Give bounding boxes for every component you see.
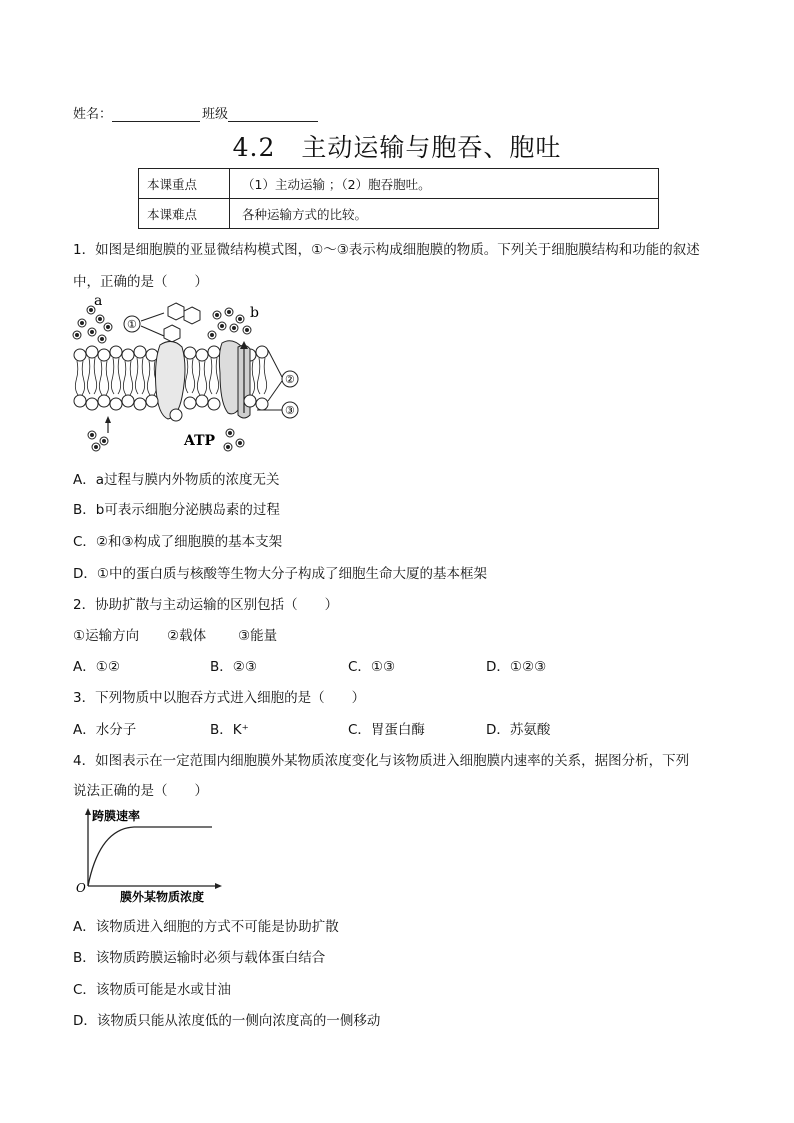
label-3: ③: [285, 404, 295, 417]
class-label: 班级: [202, 107, 229, 122]
name-class-line: [73, 103, 320, 122]
page-title: 4.2 主动运输与胞吞、胞吐: [232, 133, 562, 162]
name-label: 姓名：: [73, 107, 113, 122]
q1-stem-line2: 中，正确的是（ ）: [73, 274, 208, 290]
q3-option-c[interactable]: C．胃蛋白酶: [348, 722, 425, 738]
graph-ylabel: 跨膜速率: [92, 809, 141, 823]
q1-option-b[interactable]: B．b可表示细胞分泌胰岛素的过程: [73, 502, 280, 518]
q2-stem: 2．协助扩散与主动运输的区别包括（ ）: [73, 597, 339, 613]
table-value: （1）主动运输 ；（2）胞吞胞吐。: [230, 169, 659, 199]
graph-origin: O: [76, 881, 86, 895]
q2-item-2: ②载体: [167, 628, 207, 644]
q4-stem-line2: 说法正确的是（ ）: [73, 783, 208, 799]
label-a: a: [94, 295, 103, 309]
name-blank[interactable]: [112, 107, 200, 122]
q4-option-c[interactable]: C．该物质可能是水或甘油: [73, 982, 231, 998]
q4-option-d[interactable]: D．该物质只能从浓度低的一侧向浓度高的一侧移动: [73, 1013, 381, 1029]
q1-option-a[interactable]: A．a过程与膜内外物质的浓度无关: [73, 472, 280, 488]
q3-option-a[interactable]: A．水分子: [73, 722, 137, 738]
q4-option-b[interactable]: B．该物质跨膜运输时必须与载体蛋白结合: [73, 950, 326, 966]
q1-option-c[interactable]: C．②和③构成了细胞膜的基本支架: [73, 534, 283, 550]
q2-option-a[interactable]: A．①②: [73, 659, 120, 675]
graph-xlabel: 膜外某物质浓度: [120, 890, 205, 904]
q2-option-c[interactable]: C．①③: [348, 659, 396, 675]
label-2: ②: [285, 373, 295, 386]
graph-curve: [88, 827, 212, 886]
cell-membrane-figure: [72, 295, 302, 457]
label-1: ①: [127, 318, 137, 331]
q3-option-d[interactable]: D．苏氨酸: [486, 722, 551, 738]
q3-option-b[interactable]: B．K⁺: [210, 722, 249, 738]
q4-stem-line1: 4．如图表示在一定范围内细胞膜外某物质浓度变化与该物质进入细胞膜内速率的关系，据图分析，下列: [73, 753, 690, 769]
q1-stem-line1: 1．如图是细胞膜的亚显微结构模式图，①～③表示构成细胞膜的物质。下列关于细胞膜结构和功能的叙述: [73, 242, 700, 258]
label-b: b: [250, 305, 259, 321]
q1-option-d[interactable]: D．①中的蛋白质与核酸等生物大分子构成了细胞生命大厦的基本框架: [73, 566, 487, 582]
q2-item-1: ①运输方向: [73, 628, 140, 644]
table-row: [139, 169, 659, 199]
q4-option-a[interactable]: A．该物质进入细胞的方式不可能是协助扩散: [73, 919, 339, 935]
table-key: 本课难点: [139, 199, 230, 229]
class-blank[interactable]: [228, 107, 318, 122]
q2-option-d[interactable]: D．①②③: [486, 659, 547, 675]
substance-b-particles: [208, 308, 251, 339]
rate-concentration-graph: [72, 806, 222, 906]
substance-a-particles: [73, 306, 112, 343]
lesson-focus-table: [138, 168, 659, 229]
inside-particles: [88, 429, 244, 451]
table-value: 各种运输方式的比较。: [230, 199, 659, 229]
glycoprotein-chain: [164, 303, 200, 342]
q2-option-b[interactable]: B．②③: [210, 659, 257, 675]
label-atp: ATP: [184, 433, 216, 449]
q2-item-3: ③能量: [238, 628, 278, 644]
q3-stem: 3．下列物质中以胞吞方式进入细胞的是（ ）: [73, 690, 366, 706]
table-key: 本课重点: [139, 169, 230, 199]
table-row: [139, 199, 659, 229]
